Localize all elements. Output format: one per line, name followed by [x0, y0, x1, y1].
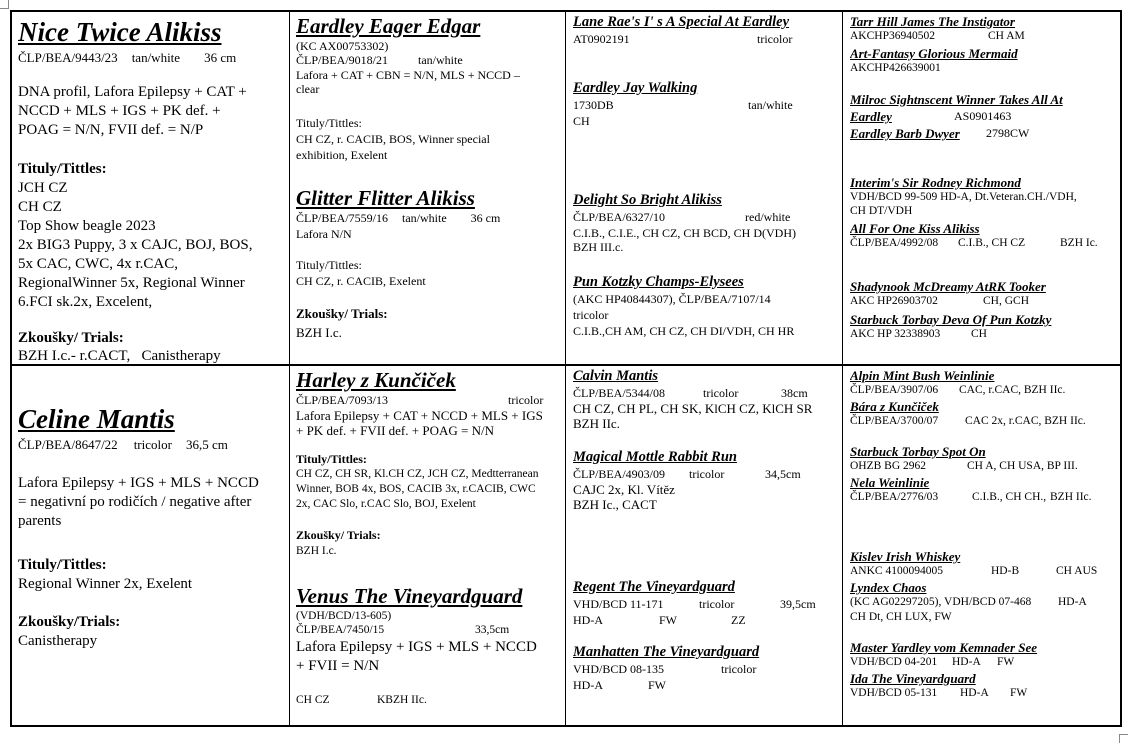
grandparent-name: Pun Kotzky Champs-Elysees	[573, 274, 744, 290]
reg-number: ČLP/BEA/8647/22	[18, 437, 118, 452]
ancestor-name: Kislev Irish Whiskey	[850, 549, 961, 564]
trials-label: Zkoušky/ Trials:	[296, 306, 388, 321]
grandparent-name: Delight So Bright Alikiss	[573, 192, 722, 208]
ancestor-name: Art-Fantasy Glorious Mermaid	[850, 46, 1018, 61]
titles-label: Tituly/Tittles:	[296, 258, 362, 272]
health-tests: DNA profil, Lafora Epilepsy + CAT + NCCD + MLS + IGS + PK def. + POAG = N/N, FVII def. = N/P	[18, 84, 247, 138]
ancestor-name: Starbuck Torbay Deva Of Pun Kotzky	[850, 312, 1052, 327]
titles-list: CH CZ, r. CACIB, BOS, Winner special exhibition, Exelent	[296, 132, 490, 162]
ancestor-name: Shadynook McDreamy AtRK Tooker	[850, 279, 1046, 294]
dog-reg-line	[18, 437, 228, 452]
trials-value: BZH I.c.	[296, 325, 342, 340]
trials-value: BZH I.c.- r.CACT, Canistherapy	[18, 348, 221, 364]
reg-line: ČLP/BEA/7559/16 tan/white 36 cm	[296, 211, 501, 225]
dog-cell	[18, 12, 288, 364]
titles-list: CH CZ, r. CACIB, Exelent	[296, 274, 426, 288]
dam-name: Glitter Flitter Alikiss	[296, 186, 475, 210]
ancestor-name: Milroc Sightnscent Winner Takes All At	[850, 92, 1063, 107]
health-tests: Lafora Epilepsy + IGS + MLS + NCCD = negativní po rodičích / negative after parents	[18, 475, 259, 529]
health-tests: Lafora + CAT + CBN = N/N, MLS + NCCD – clear	[296, 68, 520, 96]
dog-cell	[18, 366, 288, 725]
ancestor-name: Eardley Barb Dwyer	[850, 126, 960, 141]
column-divider	[289, 12, 290, 725]
sire-name: Eardley Eager Edgar	[296, 14, 481, 38]
trials-label: Zkoušky/ Trials:	[296, 528, 381, 542]
grandparent-name: Regent The Vineyardguard	[573, 579, 735, 595]
titles-list: Regional Winner 2x, Exelent	[18, 576, 193, 592]
grandparents-cell: Calvin Mantis ČLP/BEA/5344/08 tricolor 38cm CH CZ, CH PL, CH SK, KlCH CZ, KlCH SR BZH IIc. Magical Mottle Rabbit Run ČLP/BEA/4903/09 tricolor 34,5cm CAJC 2x, Kl. Vítěz BZH Ic., CACT Regent The Vineyardguard VHD/BCD 11-171 tricolor 39,5cm HD-A FW ZZ Manhatten The Vineyardguard VHD/BCD 08-135 tricolor HD-A FW	[573, 368, 816, 692]
kc-reg: (KC AX00753302)	[296, 39, 389, 53]
trials-label: Zkoušky/ Trials:	[18, 330, 124, 346]
titles-list: JCH CZ CH CZ Top Show beagle 2023 2x BIG3 Puppy, 3 x CAJC, BOJ, BOS, 5x CAC, CWC, 4x r.CAC, RegionalWinner 5x, Regional Winner 6.FCI sk.2x, Excelent,	[18, 180, 253, 310]
sire-cell: Harley z Kunčiček ČLP/BEA/7093/13 tricolor Lafora Epilepsy + CAT + NCCD + MLS + IGS + PK def. + FVII def. + POAG = N/N Tituly/Tittles: CH CZ, CH SR, Kl.CH CZ, JCH CZ, Medtterranean Winner, BOB 4x, BOS, CACIB 3x, r.CACIB, CWC 2x, CAC Slo, r.CAC Slo, BOJ, Exelent Zkoušky/ Trials: BZH I.c.	[296, 368, 544, 557]
titles-list: CH CZ, CH SR, Kl.CH CZ, JCH CZ, Medtterranean Winner, BOB 4x, BOS, CACIB 3x, r.CACIB, CWC 2x, CAC Slo, r.CAC Slo, BOJ, Exelent	[296, 468, 539, 510]
dog-name: Celine Mantis	[18, 404, 175, 434]
health-tests: Lafora Epilepsy + IGS + MLS + NCCD + FVII = N/N	[296, 639, 537, 674]
ancestor-name: Bára z Kunčiček	[850, 399, 939, 414]
grandparent-name: Calvin Mantis	[573, 368, 659, 384]
pedigree-table	[10, 10, 1122, 727]
ancestor-name: Tarr Hill James The Instigator	[850, 14, 1015, 29]
height: 36,5 cm	[185, 437, 228, 452]
titles-list: CH CZ	[296, 694, 330, 706]
dog-name: Nice Twice Alikiss	[18, 17, 222, 47]
column-divider	[565, 12, 566, 725]
column-divider	[842, 12, 843, 725]
grandparent-name: Eardley Jay Walking	[573, 80, 698, 96]
ancestor-name: All For One Kiss Alikiss	[850, 221, 980, 236]
reg-number: ČLP/BEA/9443/23	[18, 50, 118, 65]
dog-reg-line	[18, 50, 236, 65]
health-tests: Lafora Epilepsy + CAT + NCCD + MLS + IGS + PK def. + FVII def. + POAG = N/N	[296, 408, 543, 438]
ancestor-name: Starbuck Torbay Spot On	[850, 444, 986, 459]
trials-value: Canistherapy	[18, 633, 98, 649]
titles-label: Tituly/Tittles:	[18, 557, 107, 573]
grandparents-cell: Lane Rae's I' s A Special At Eardley AT0902191 tricolor Eardley Jay Walking 1730DB tan/white CH Delight So Bright Alikiss ČLP/BEA/6327/10 red/white C.I.B., C.I.E., CH CZ, CH BCD, CH D(VDH) BZH III.c. Pun Kotzky Champs-Elysees (AKC HP40844307), ČLP/BEA/7107/14 tricolor C.I.B.,CH AM, CH CZ, CH DI/VDH, CH HR	[573, 14, 797, 338]
titles-label: Tituly/Tittles:	[18, 161, 107, 177]
dam-cell: Venus The Vineyardguard (VDH/BCD/13-605) ČLP/BEA/7450/15 33,5cm Lafora Epilepsy + IGS + MLS + NCCD + FVII = N/N CH CZ KBZH IIc.	[296, 584, 537, 706]
dam-cell	[296, 186, 562, 362]
ancestor-name: Lyndex Chaos	[850, 580, 927, 595]
ancestor-name: Master Yardley vom Kemnader See	[850, 640, 1038, 655]
great-grandparents-cell: Tarr Hill James The Instigator AKCHP36940502 CH AM Art-Fantasy Glorious Mermaid AKCHP426639001 Milroc Sightnscent Winner Takes All At Eardley AS0901463 Eardley Barb Dwyer 2798CW Interim's Sir Rodney Richmond VDH/BCD 99-509 HD-A, Dt.Veteran.CH./VDH, CH DT/VDH All For One Kiss Alikiss ČLP/BEA/4992/08 C.I.B., CH CZ BZH Ic. Shadynook McDreamy AtRK Tooker AKC HP26903702 CH, GCH Starbuck Torbay Deva Of Pun Kotzky AKC HP 32338903 CH	[850, 14, 1098, 340]
health-tests: Lafora N/N	[296, 227, 352, 241]
titles-label: Tituly/Tittles:	[296, 116, 362, 130]
ancestor-name: Interim's Sir Rodney Richmond	[850, 175, 1021, 190]
grandparent-name: Lane Rae's I' s A Special At Eardley	[573, 14, 790, 30]
great-grandparents-cell: Alpin Mint Bush Weinlinie ČLP/BEA/3907/06 CAC, r.CAC, BZH IIc. Bára z Kunčiček ČLP/BEA/3700/07 CAC 2x, r.CAC, BZH IIc. Starbuck Torbay Spot On OHZB BG 2962 CH A, CH USA, BP III. Nela Weinlinie ČLP/BEA/2776/03 C.I.B., CH CH., BZH IIc. Kislev Irish Whiskey ANKC 4100094005 HD-B CH AUS Lyndex Chaos (KC AG02297205), VDH/BCD 07-468 HD-A CH Dt, CH LUX, FW Master Yardley vom Kemnader See VDH/BCD 04-201 HD-A FW Ida The Vineyardguard VDH/BCD 05-131 HD-A FW	[850, 368, 1098, 699]
grandparent-name: Manhatten The Vineyardguard	[573, 644, 760, 660]
ancestor-name: Alpin Mint Bush Weinlinie	[850, 368, 995, 383]
trials-value: KBZH IIc.	[377, 694, 427, 706]
coat-color: tricolor	[133, 437, 172, 452]
ancestor-name: Ida The Vineyardguard	[850, 671, 976, 686]
sire-name: Harley z Kunčiček	[296, 368, 456, 392]
height: 36 cm	[204, 50, 237, 65]
dam-name: Venus The Vineyardguard	[296, 584, 523, 608]
trials-value: BZH I.c.	[296, 545, 337, 557]
grandparent-name: Magical Mottle Rabbit Run	[573, 449, 737, 465]
trials-label: Zkoušky/Trials:	[18, 614, 121, 630]
ancestor-name: Nela Weinlinie	[850, 475, 930, 490]
titles-label: Tituly/Tittles:	[296, 452, 367, 466]
reg-line: ČLP/BEA/9018/21 tan/white	[296, 53, 463, 67]
sire-cell	[296, 12, 562, 188]
coat-color: tan/white	[131, 50, 181, 65]
